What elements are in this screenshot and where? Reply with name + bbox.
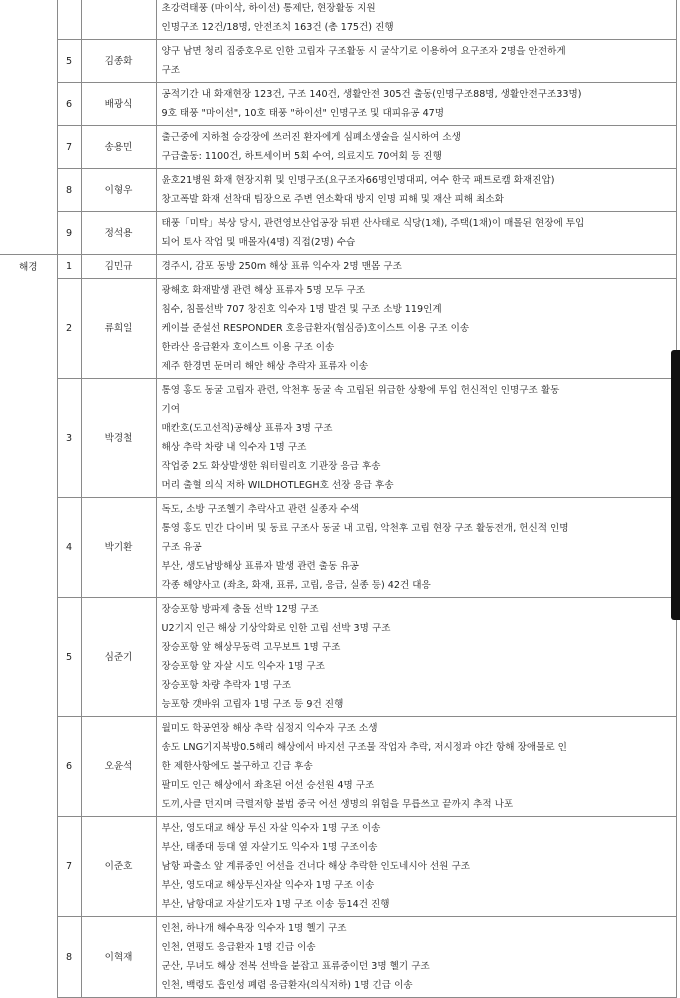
achievement-cell [156,0,676,40]
row-number: 6 [57,717,81,817]
achievement-line: 월미도 학공연장 해상 추락 심정지 익수자 구조 소생 [161,723,378,734]
achievement-line: 초강력태풍 (마이삭, 하이선) 통제단, 현장활동 지원 [161,3,376,14]
table-row [0,717,676,817]
achievement-line: 팔미도 인근 해상에서 좌초된 어선 승선원 4명 구조 [161,780,375,791]
table-row [0,279,676,379]
achievement-cell [156,817,676,917]
category-cell [0,0,57,255]
table-row [0,40,676,83]
awardee-name: 김종화 [81,40,156,83]
achievement-line: 군산, 무녀도 해상 전복 선박을 붙잡고 표류중이던 3명 헬기 구조 [161,961,430,972]
achievement-line: 송도 LNG기지북방0.5해리 해상에서 바지선 구조물 작업자 추락, 저시정과 야간 항해 장애물로 인 [161,742,567,753]
row-number: 3 [57,379,81,498]
achievement-line: 인천, 하나개 해수욕장 익수자 1명 헬기 구조 [161,923,347,934]
achievement-line: 구조 [161,65,181,76]
achievement-line: 제주 한경면 둔머리 해안 해상 추락자 표류자 이송 [161,361,369,372]
table-row [0,379,676,498]
achievement-line: 부산, 태종대 등대 옆 자살기도 익수자 1명 구조이송 [161,842,378,853]
achievement-cell [156,717,676,817]
achievement-line: 부산, 영도대교 해상 투신 자살 익수자 1명 구조 이송 [161,823,381,834]
row-number: 4 [57,498,81,598]
table-row [0,598,676,717]
achievement-cell [156,598,676,717]
achievement-line: 인명구조 12건/18명, 안전조치 163건 (총 175건) 진행 [161,22,394,33]
achievement-line: 매칸호(도고선적)공해상 표류자 3명 구조 [161,423,333,434]
table-row [0,212,676,255]
row-number: 9 [57,212,81,255]
scrollbar-thumb[interactable] [671,350,680,620]
achievement-line: 창고폭발 화재 선착대 팀장으로 주변 연소확대 방지 인명 피해 및 재산 피해 최소화 [161,194,504,205]
achievement-line: 장승포항 앞 해상무동력 고무보트 1명 구조 [161,642,341,653]
achievement-line: 인천, 백령도 흡인성 폐렴 응급환자(의식저하) 1명 긴급 이송 [161,980,413,991]
achievement-line: 장승포항 방파제 충돌 선박 12명 구조 [161,604,319,615]
achievement-line: 출근중에 지하철 승강장에 쓰러진 환자에게 심폐소생술을 실시하여 소생 [161,132,461,143]
row-number: 8 [57,917,81,998]
awardee-name: 류희일 [81,279,156,379]
achievement-line: 통영 홍도 민간 다이버 및 동료 구조사 동굴 내 고립, 악천후 고립 현장 구조 활동전개, 헌신적 인명 [161,523,569,534]
achievement-line: 구급출동: 1100건, 하트세이버 5회 수여, 의료지도 70여회 등 진행 [161,151,442,162]
achievement-line: U2기지 인근 해상 기상악화로 인한 고립 선박 3명 구조 [161,623,391,634]
achievement-line: 머리 출혈 의식 저하 WILDHOTLEGH호 선장 응급 후송 [161,480,394,491]
row-number: 6 [57,83,81,126]
achievement-line: 한 제한사항에도 불구하고 긴급 후송 [161,761,313,772]
table-row [0,0,676,40]
awardee-name: 심준기 [81,598,156,717]
awardee-name: 이혁재 [81,917,156,998]
achievement-cell [156,379,676,498]
achievement-line: 부산, 영도대교 해상투신자살 익수자 1명 구조 이송 [161,880,375,891]
achievement-line: 부산, 남항대교 자살기도자 1명 구조 이송 등14건 진행 [161,899,390,910]
achievement-line: 경주시, 감포 동방 250m 해상 표류 익수자 2명 맨몸 구조 [161,261,402,272]
achievement-cell [156,917,676,998]
awardee-name: 김민규 [81,255,156,279]
achievement-line: 남항 파출소 앞 계류중인 어선을 건너다 해상 추락한 인도네시아 선원 구조 [161,861,471,872]
achievement-line: 한라산 응급환자 호이스트 이용 구조 이송 [161,342,335,353]
achievement-line: 부산, 생도남방해상 표류자 발생 관련 출동 유공 [161,561,359,572]
awardee-name [81,0,156,40]
achievement-cell [156,40,676,83]
awardee-name: 오윤석 [81,717,156,817]
achievement-line: 장승포항 앞 자살 시도 익수자 1명 구조 [161,661,325,672]
row-number: 7 [57,817,81,917]
awardee-name: 정석용 [81,212,156,255]
achievement-line: 각종 해양사고 (좌초, 화재, 표류, 고립, 응급, 실종 등) 42건 대응 [161,580,431,591]
achievement-line: 작업중 2도 화상발생한 워터릴리호 기관장 응급 후송 [161,461,381,472]
table-row [0,817,676,917]
table-row [0,83,676,126]
achievement-cell [156,279,676,379]
row-number: 8 [57,169,81,212]
achievement-line: 윤호21병원 화재 현장지휘 및 인명구조(요구조자66명인명대피, 여수 한국 패트로캠 화재진압) [161,175,555,186]
category-cell-coast-guard: 해경 [0,255,57,998]
achievement-line: 장승포항 차량 추락자 1명 구조 [161,680,292,691]
achievement-line: 9호 태풍 "마이선", 10호 태풍 "하이선" 인명구조 및 대피유공 47명 [161,108,445,119]
achievement-cell [156,169,676,212]
row-number [57,0,81,40]
achievement-line: 광해호 화재발생 관련 해상 표류자 5명 모두 구조 [161,285,366,296]
awardee-name: 박기환 [81,498,156,598]
achievement-line: 통영 홍도 동굴 고립자 관련, 악천후 동굴 속 고립된 위급한 상황에 투입 헌신적인 인명구조 활동 [161,385,560,396]
achievement-line: 인천, 연평도 응급환자 1명 긴급 이송 [161,942,316,953]
achievement-line: 태풍「미탁」북상 당시, 관련영보산업공장 뒤편 산사태로 식당(1채), 주택(1채)이 매몰된 현장에 투입 [161,218,585,229]
row-number: 5 [57,598,81,717]
achievement-line: 침수, 침몰선박 707 창진호 익수자 1명 발견 및 구조 소방 119인계 [161,304,442,315]
row-number: 5 [57,40,81,83]
row-number: 7 [57,126,81,169]
achievement-line: 독도, 소방 구조헬기 추락사고 관련 실종자 수색 [161,504,359,515]
table-row [0,126,676,169]
achievement-line: 도끼,사클 던지며 극렬저항 불법 중국 어선 생명의 위험을 무릅쓰고 끝까지 추적 나포 [161,799,514,810]
achievement-line: 기여 [161,404,181,415]
achievement-line: 구조 유공 [161,542,202,553]
table-row [0,169,676,212]
achievement-line: 능포항 갯바위 고립자 1명 구조 등 9건 진행 [161,699,344,710]
awardee-name: 이형우 [81,169,156,212]
awardee-name: 송용민 [81,126,156,169]
achievement-line: 양구 남면 청리 집중호우로 인한 고립자 구조활동 시 굴삭기로 이용하여 요구조자 2명을 안전하게 [161,46,566,57]
achievement-cell [156,83,676,126]
table-row [0,498,676,598]
achievement-cell [156,126,676,169]
achievement-cell [156,255,676,279]
achievement-line: 해상 추락 차량 내 익수자 1명 구조 [161,442,307,453]
achievement-cell [156,498,676,598]
row-number: 2 [57,279,81,379]
achievement-cell [156,212,676,255]
awardee-name: 배광식 [81,83,156,126]
awardee-name: 박경철 [81,379,156,498]
achievement-line: 되어 토사 작업 및 매몰자(4명) 직접(2명) 수습 [161,237,356,248]
table-row [0,917,676,998]
row-number: 1 [57,255,81,279]
table-row [0,255,676,279]
achievement-line: 공적기간 내 화재현장 123건, 구조 140건, 생활안전 305건 출동(인명구조88명, 생활안전구조33명) [161,89,582,100]
awardee-name: 이준호 [81,817,156,917]
achievement-line: 케이블 준설선 RESPONDER 호응급환자(협심증)호이스트 이용 구조 이송 [161,323,470,334]
